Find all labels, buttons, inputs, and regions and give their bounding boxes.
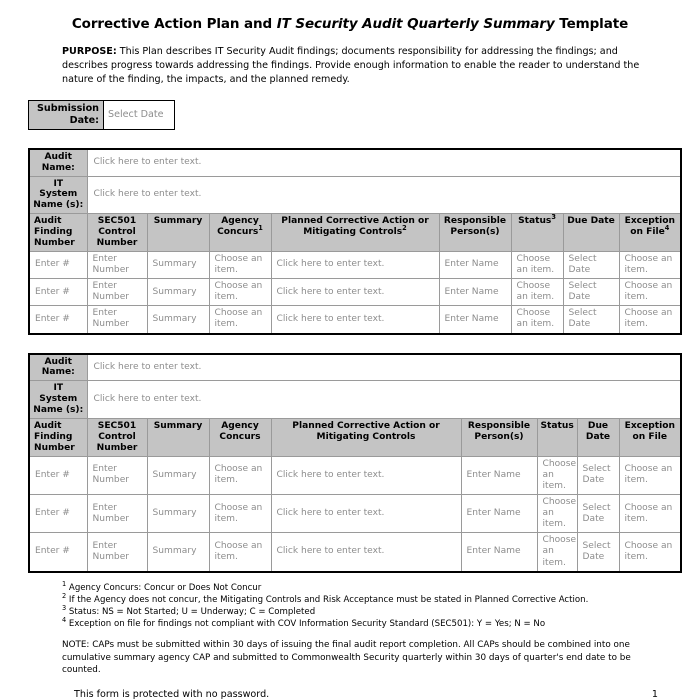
purpose-text: This Plan describes IT Security Audit findings; documents responsibility for addressing the findings; and describes progress towards addressing the findings. Provide enough information to enable the reader to understand the nature of the finding, the impacts, and the planned remedy. bbox=[62, 46, 640, 85]
title-segment-italic: IT Security Audit Quarterly Summary bbox=[276, 16, 555, 32]
cell-7[interactable]: Choose an item. bbox=[537, 456, 577, 494]
column-header-9 bbox=[619, 419, 681, 457]
column-header-label: Exception on File bbox=[624, 216, 675, 238]
cell-9[interactable]: Choose an item. bbox=[619, 306, 681, 334]
cell-1[interactable]: Enter # bbox=[29, 456, 87, 494]
column-header-row bbox=[29, 214, 681, 252]
cell-4[interactable]: Choose an item. bbox=[209, 456, 271, 494]
cell-5[interactable]: Click here to enter text. bbox=[271, 533, 461, 572]
column-header-row bbox=[29, 419, 681, 457]
it-system-name-row bbox=[29, 176, 681, 214]
cap-table-1-wrap bbox=[28, 148, 680, 335]
audit-name-input[interactable]: Click here to enter text. bbox=[87, 149, 681, 176]
table-row bbox=[29, 306, 681, 334]
page-title bbox=[30, 16, 670, 32]
cell-1[interactable]: Enter # bbox=[29, 495, 87, 533]
footnote-marker: 4 bbox=[62, 616, 67, 625]
footnote-marker: 4 bbox=[664, 224, 670, 233]
footnote-marker: 2 bbox=[62, 591, 67, 600]
audit-name-row bbox=[29, 149, 681, 176]
footnote-marker: 1 bbox=[258, 224, 263, 233]
cell-6[interactable]: Enter Name bbox=[439, 251, 511, 278]
cell-5[interactable]: Click here to enter text. bbox=[271, 495, 461, 533]
title-segment-1: Corrective Action Plan and bbox=[71, 16, 277, 32]
column-header-8 bbox=[577, 419, 619, 457]
column-header-8 bbox=[563, 214, 619, 252]
column-header-label: Due Date bbox=[585, 421, 611, 442]
column-header-7 bbox=[537, 419, 577, 457]
column-header-3 bbox=[147, 214, 209, 252]
footnote-text: Status: NS = Not Started; U = Underway; C = Completed bbox=[66, 607, 316, 617]
cell-8[interactable]: Select Date bbox=[577, 495, 619, 533]
cell-7[interactable]: Choose an item. bbox=[537, 533, 577, 572]
cell-9[interactable]: Choose an item. bbox=[619, 533, 681, 572]
cell-4[interactable]: Choose an item. bbox=[209, 279, 271, 306]
column-header-label: Exception on File bbox=[624, 421, 675, 442]
it-system-name-label: IT System Name (s): bbox=[29, 176, 87, 214]
cell-1[interactable]: Enter # bbox=[29, 279, 87, 306]
cell-3[interactable]: Summary bbox=[147, 251, 209, 278]
cell-6[interactable]: Enter Name bbox=[439, 279, 511, 306]
cell-8[interactable]: Select Date bbox=[577, 533, 619, 572]
footnote-marker: 3 bbox=[551, 213, 556, 222]
column-header-label: Audit Finding Number bbox=[34, 421, 75, 453]
table-row bbox=[29, 279, 681, 306]
cell-6[interactable]: Enter Name bbox=[439, 306, 511, 334]
cell-3[interactable]: Summary bbox=[147, 495, 209, 533]
column-header-label: Status bbox=[540, 421, 574, 432]
cell-3[interactable]: Summary bbox=[147, 306, 209, 334]
page-footer bbox=[74, 689, 658, 700]
footnote-text: Exception on file for findings not compliant with COV Information Security Standard (SEC501): Y = Yes; N = No bbox=[66, 619, 546, 630]
cell-1[interactable]: Enter # bbox=[29, 306, 87, 334]
cell-5[interactable]: Click here to enter text. bbox=[271, 306, 439, 334]
column-header-label: SEC501 Control Number bbox=[96, 216, 138, 249]
cell-5[interactable]: Click here to enter text. bbox=[271, 279, 439, 306]
page-number: 1 bbox=[651, 688, 658, 700]
it-system-name-input[interactable]: Click here to enter text. bbox=[87, 176, 681, 214]
column-header-1 bbox=[29, 214, 87, 252]
cell-6[interactable]: Enter Name bbox=[461, 533, 537, 572]
it-system-name-input[interactable]: Click here to enter text. bbox=[87, 381, 681, 419]
cell-3[interactable]: Summary bbox=[147, 456, 209, 494]
column-header-label: Agency Concurs bbox=[217, 216, 259, 238]
cell-6[interactable]: Enter Name bbox=[461, 495, 537, 533]
submission-date-label: Submission Date: bbox=[29, 100, 104, 129]
cell-7[interactable]: Choose an item. bbox=[511, 306, 563, 334]
audit-name-row bbox=[29, 354, 681, 381]
column-header-label: Responsible Person(s) bbox=[443, 216, 507, 238]
cell-4[interactable]: Choose an item. bbox=[209, 251, 271, 278]
it-system-name-row bbox=[29, 381, 681, 419]
cell-8[interactable]: Select Date bbox=[577, 456, 619, 494]
cell-1[interactable]: Enter # bbox=[29, 251, 87, 278]
cap-table-1 bbox=[28, 148, 682, 335]
column-header-4 bbox=[209, 214, 271, 252]
cell-9[interactable]: Choose an item. bbox=[619, 495, 681, 533]
column-header-label: Planned Corrective Action or Mitigating Controls bbox=[292, 421, 440, 442]
purpose-paragraph bbox=[62, 45, 644, 87]
column-header-3 bbox=[147, 419, 209, 457]
submission-date-input[interactable]: Select Date bbox=[104, 100, 175, 129]
purpose-label: PURPOSE: bbox=[62, 46, 117, 57]
cell-2[interactable]: Enter Number bbox=[87, 251, 147, 278]
cell-4[interactable]: Choose an item. bbox=[209, 533, 271, 572]
cell-4[interactable]: Choose an item. bbox=[209, 495, 271, 533]
table-row bbox=[29, 251, 681, 278]
column-header-label: Summary bbox=[153, 216, 203, 227]
footnote-text: If the Agency does not concur, the Mitigating Controls and Risk Acceptance must be stated in Planned Corrective Action. bbox=[66, 594, 589, 605]
cell-8[interactable]: Select Date bbox=[563, 306, 619, 334]
document-page bbox=[0, 16, 700, 700]
cell-5[interactable]: Click here to enter text. bbox=[271, 251, 439, 278]
cell-7[interactable]: Choose an item. bbox=[511, 251, 563, 278]
column-header-4 bbox=[209, 419, 271, 457]
cell-3[interactable]: Summary bbox=[147, 533, 209, 572]
footnote-text: Agency Concurs: Concur or Does Not Concur bbox=[66, 582, 262, 593]
column-header-5 bbox=[271, 419, 461, 457]
it-system-name-label: IT System Name (s): bbox=[29, 381, 87, 419]
column-header-label: Status bbox=[518, 216, 552, 227]
cell-8[interactable]: Select Date bbox=[563, 251, 619, 278]
form-protection-text: This form is protected with no password. bbox=[74, 688, 270, 700]
audit-name-label: Audit Name: bbox=[29, 149, 87, 176]
cell-2[interactable]: Enter Number bbox=[87, 456, 147, 494]
cell-2[interactable]: Enter Number bbox=[87, 495, 147, 533]
footnote-1 bbox=[62, 579, 660, 594]
cell-2[interactable]: Enter Number bbox=[87, 533, 147, 572]
cell-7[interactable]: Choose an item. bbox=[537, 495, 577, 533]
submission-date-block bbox=[28, 100, 175, 130]
cell-9[interactable]: Choose an item. bbox=[619, 279, 681, 306]
cell-9[interactable]: Choose an item. bbox=[619, 251, 681, 278]
footnote-marker: 3 bbox=[62, 604, 67, 613]
footnote-3 bbox=[62, 606, 660, 618]
column-header-label: Responsible Person(s) bbox=[467, 421, 531, 442]
submission-date-table bbox=[28, 100, 175, 130]
note-paragraph: NOTE: CAPs must be submitted within 30 days of issuing the final audit report completion. All CAPs should be combined into one cumulative summary agency CAP and submitted to Commonwealth Security quarterly within 30 days of quarter's end date to be counted. bbox=[62, 640, 631, 676]
column-header-label: Planned Corrective Action or Mitigating Controls bbox=[281, 216, 429, 238]
audit-name-input[interactable]: Click here to enter text. bbox=[87, 354, 681, 381]
column-header-7 bbox=[511, 214, 563, 252]
column-header-2 bbox=[87, 214, 147, 252]
table-row bbox=[29, 533, 681, 572]
cell-2[interactable]: Enter Number bbox=[87, 279, 147, 306]
cell-8[interactable]: Select Date bbox=[563, 279, 619, 306]
cell-5[interactable]: Click here to enter text. bbox=[271, 456, 461, 494]
cell-9[interactable]: Choose an item. bbox=[619, 456, 681, 494]
column-header-2 bbox=[87, 419, 147, 457]
title-segment-2: Template bbox=[554, 16, 629, 32]
cell-3[interactable]: Summary bbox=[147, 279, 209, 306]
footnotes-block bbox=[62, 579, 660, 631]
cell-1[interactable]: Enter # bbox=[29, 533, 87, 572]
column-header-1 bbox=[29, 419, 87, 457]
column-header-label: Due Date bbox=[567, 216, 615, 227]
cell-2[interactable]: Enter Number bbox=[87, 306, 147, 334]
column-header-label: Agency Concurs bbox=[219, 421, 261, 442]
table-row bbox=[29, 495, 681, 533]
cell-6[interactable]: Enter Name bbox=[461, 456, 537, 494]
footnote-marker: 2 bbox=[402, 224, 407, 233]
column-header-label: Audit Finding Number bbox=[34, 216, 75, 249]
footnote-2 bbox=[62, 591, 660, 606]
column-header-label: SEC501 Control Number bbox=[96, 421, 138, 453]
column-header-5 bbox=[271, 214, 439, 252]
column-header-9 bbox=[619, 214, 681, 252]
submission-date-row bbox=[29, 100, 175, 129]
footnote-4 bbox=[62, 618, 660, 630]
column-header-6 bbox=[461, 419, 537, 457]
footnote-marker: 1 bbox=[62, 579, 67, 588]
cell-7[interactable]: Choose an item. bbox=[511, 279, 563, 306]
cell-4[interactable]: Choose an item. bbox=[209, 306, 271, 334]
audit-name-label: Audit Name: bbox=[29, 354, 87, 381]
column-header-6 bbox=[439, 214, 511, 252]
table-row bbox=[29, 456, 681, 494]
column-header-label: Summary bbox=[153, 421, 203, 432]
